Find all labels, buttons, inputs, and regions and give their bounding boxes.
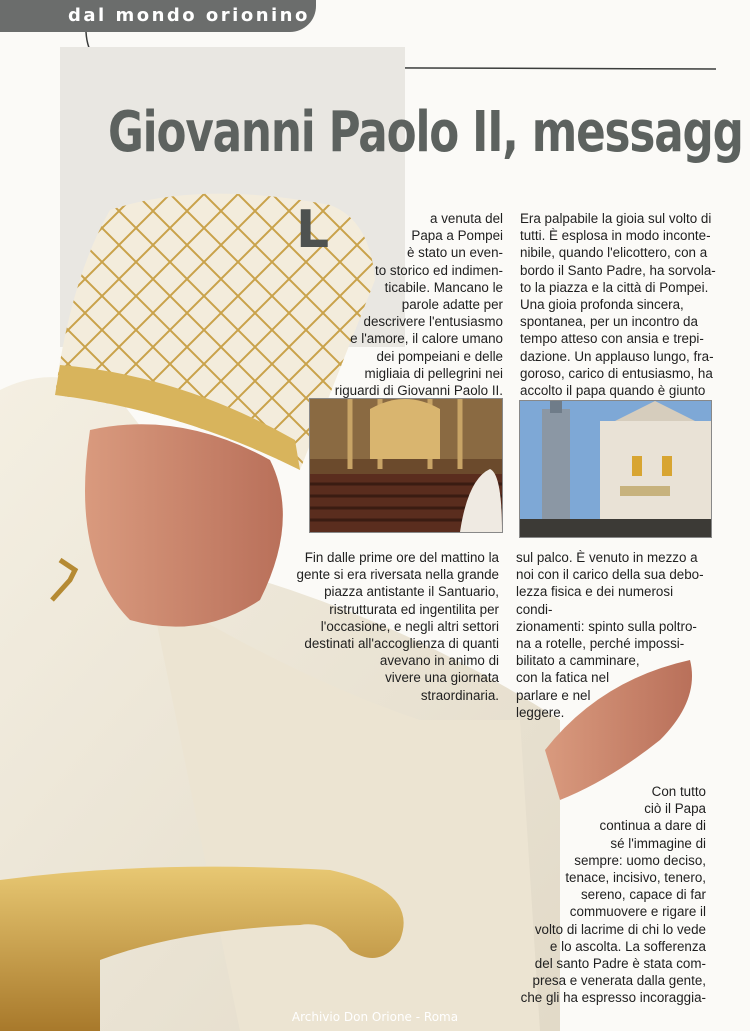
basilica-photo bbox=[519, 400, 712, 538]
intro-line: Papa a Pompei bbox=[411, 228, 503, 244]
col3-line: gente si era riversata nella grande bbox=[296, 567, 499, 583]
article-title: Giovanni Paolo II, messagg bbox=[108, 100, 743, 165]
col4-line: na a rotelle, perché impossi- bbox=[516, 636, 685, 652]
col3-line: ristrutturata ed ingentilita per bbox=[329, 601, 499, 617]
col2-line: goroso, carico di entusiasmo, ha bbox=[520, 365, 713, 381]
intro-line: to storico ed indimen- bbox=[374, 262, 503, 278]
col5-line: sé l'immagine di bbox=[610, 835, 706, 851]
col2-line: nibile, quando l'elicottero, con a bbox=[520, 245, 708, 261]
col5-line: tenace, incisivo, tenero, bbox=[565, 870, 706, 886]
col2-line: to la piazza e la città di Pompei. bbox=[520, 279, 709, 295]
col5-line: sereno, capace di far bbox=[580, 887, 706, 903]
col3-line: vivere una giornata bbox=[385, 670, 499, 686]
col2-line: tempo atteso con ansia e trepi- bbox=[520, 331, 704, 347]
col4-line: zionamenti: spinto sulla poltro- bbox=[516, 618, 697, 634]
col5-line: ciò il Papa bbox=[644, 801, 706, 817]
section-label: dal mondo orionino bbox=[68, 5, 310, 26]
intro-line: è stato un even- bbox=[406, 245, 503, 261]
intro-line: parole adatte per bbox=[401, 297, 503, 313]
col5-line: che gli ha espresso incoraggia- bbox=[520, 990, 706, 1006]
col2-line: Una gioia profonda sincera, bbox=[520, 297, 684, 313]
intro-line: e l'amore, il calore umano bbox=[350, 331, 503, 347]
col2-line: dazione. Un applauso lungo, fra- bbox=[520, 348, 714, 364]
article-column-3 bbox=[296, 549, 499, 704]
intro-line: a venuta del bbox=[430, 211, 503, 226]
archive-watermark: Archivio Don Orione - Roma bbox=[291, 1010, 459, 1024]
col5-line: Con tutto bbox=[651, 784, 706, 799]
col2-line: Era palpabile la gioia sul volto di bbox=[520, 211, 712, 226]
col5-line: sempre: uomo deciso, bbox=[574, 852, 706, 868]
col2-line: bordo il Santo Padre, ha sorvola- bbox=[520, 262, 716, 278]
col4-line: bilitato a camminare, bbox=[516, 653, 640, 669]
col3-line: piazza antistante il Santuario, bbox=[324, 584, 499, 600]
col3-line: Fin dalle prime ore del mattino la bbox=[304, 550, 499, 565]
article-column-5 bbox=[520, 783, 706, 1007]
col2-line: accolto il papa quando è giunto bbox=[520, 383, 706, 399]
col2-line: tutti. È esplosa in modo inconte- bbox=[520, 228, 711, 244]
intro-line: descrivere l'entusiasmo bbox=[363, 314, 503, 330]
intro-line: migliaia di pellegrini nei bbox=[364, 365, 503, 381]
col4-line: con la fatica nel bbox=[516, 670, 610, 686]
intro-line: riguardi di Giovanni Paolo II. bbox=[334, 383, 503, 399]
col5-line: e lo ascolta. La sofferenza bbox=[549, 938, 706, 954]
col3-line: l'occasione, e negli altri settori bbox=[320, 618, 499, 634]
col4-line: noi con il carico della sua debo- bbox=[516, 567, 704, 583]
col4-line: leggere. bbox=[516, 704, 565, 720]
col5-line: continua a dare di bbox=[599, 818, 706, 834]
intro-line: dei pompeiani e delle bbox=[376, 348, 503, 364]
col5-line: commuovere e rigare il bbox=[569, 904, 706, 920]
col4-line: lezza fisica e dei numerosi condi- bbox=[516, 584, 674, 617]
col4-line: sul palco. È venuto in mezzo a bbox=[516, 550, 698, 565]
article-column-2 bbox=[520, 210, 716, 399]
col3-line: avevano in animo di bbox=[379, 653, 499, 669]
intro-column bbox=[296, 200, 503, 399]
col3-line: destinati all'accoglienza di quanti bbox=[304, 636, 499, 652]
article-column-4 bbox=[516, 549, 712, 721]
drop-cap: L bbox=[296, 200, 330, 260]
col3-line: straordinaria. bbox=[420, 687, 499, 703]
intro-line: ticabile. Mancano le bbox=[384, 279, 503, 295]
col5-line: volto di lacrime di chi lo vede bbox=[534, 921, 706, 937]
col4-line: parlare e nel bbox=[516, 687, 591, 703]
col5-line: del santo Padre è stata com- bbox=[534, 956, 706, 972]
col2-line: spontanea, per un incontro da bbox=[520, 314, 698, 330]
col5-line: presa e venerata dalla gente, bbox=[532, 973, 706, 989]
church-interior-photo bbox=[309, 398, 503, 533]
